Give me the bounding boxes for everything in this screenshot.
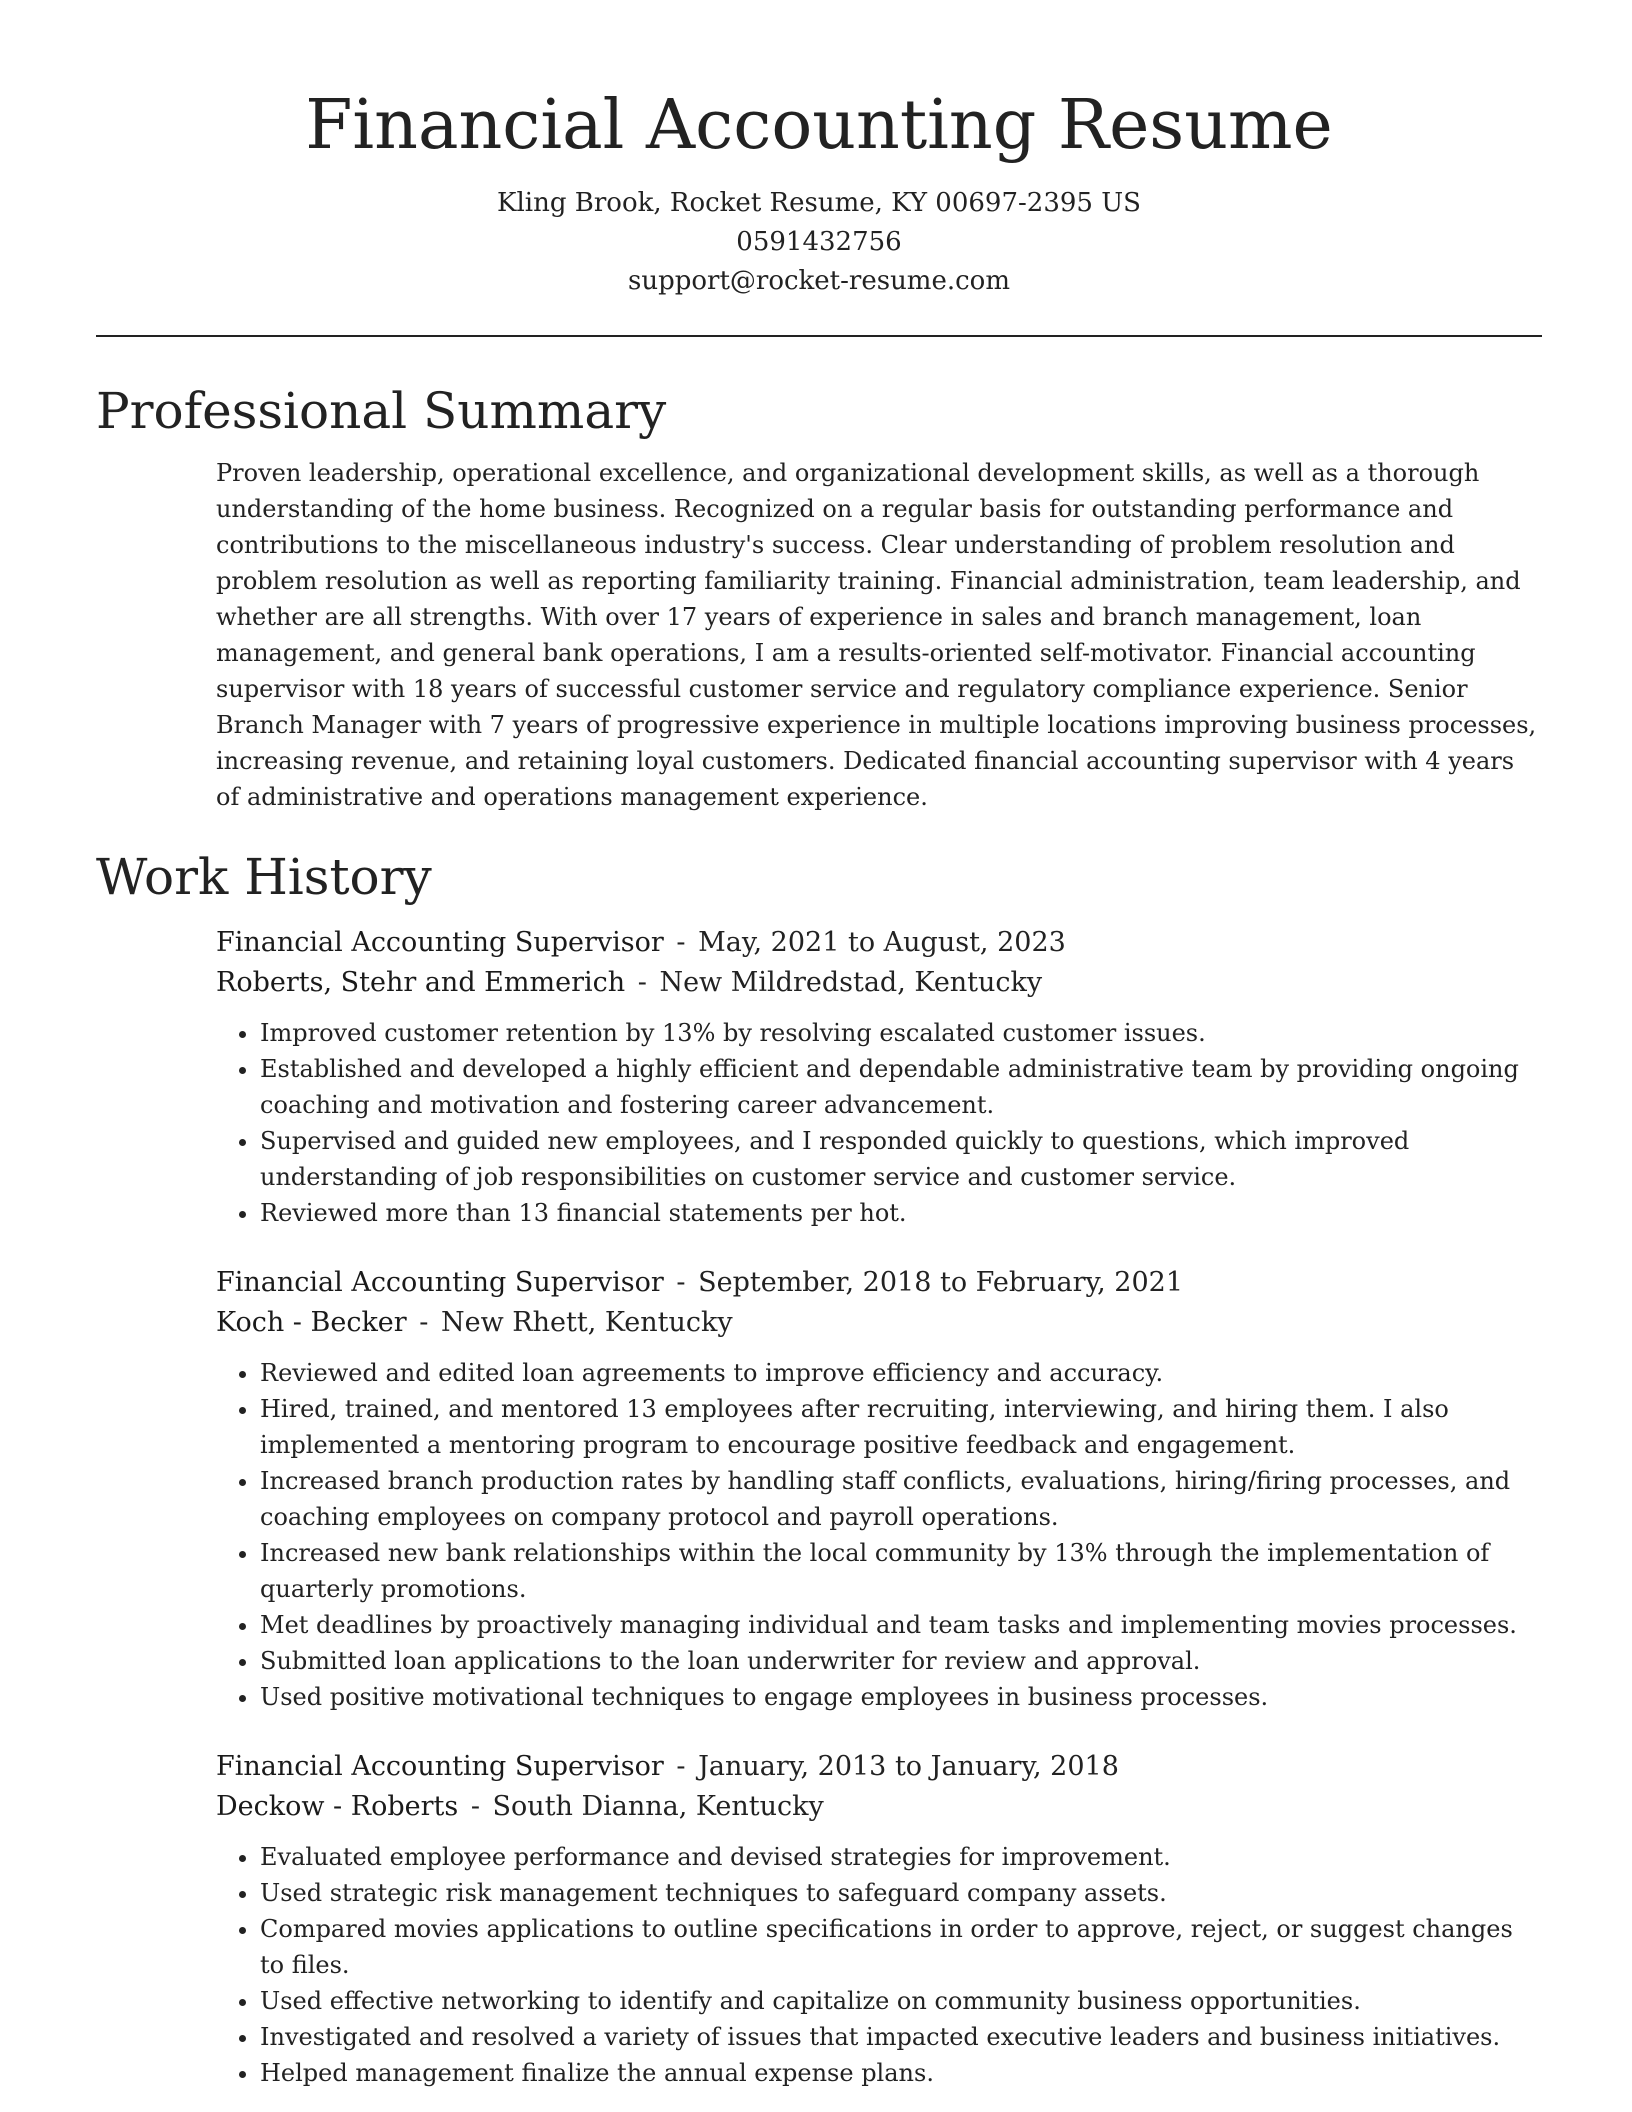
contact-address: Kling Brook, Rocket Resume, KY 00697-2395 US — [497, 188, 1141, 218]
separator: - — [419, 1307, 429, 1338]
job-dates: September, 2018 to February, 2021 — [698, 1267, 1184, 1298]
job-company-line — [216, 963, 1542, 1003]
job-location: New Mildredstad, Kentucky — [659, 967, 1043, 998]
bullet-item: • Helped management finalize the annual expense plans. — [260, 2055, 1542, 2091]
job-bullets — [216, 1015, 1542, 1231]
contact-phone: 0591432756 — [736, 227, 902, 257]
bullet-item: • Evaluated employee performance and devised strategies for improvement. — [260, 1839, 1542, 1875]
job-entry — [216, 923, 1542, 1231]
bullet-item: • Increased new bank relationships within the local community by 13% through the implementation of quarterly promotions. — [260, 1535, 1542, 1607]
bullet-item: • Reviewed and edited loan agreements to improve efficiency and accuracy. — [260, 1355, 1542, 1391]
job-title: Financial Accounting Supervisor — [216, 1751, 664, 1782]
resume-page — [96, 0, 1542, 2091]
job-dates: May, 2021 to August, 2023 — [698, 927, 1066, 958]
work-history-heading: Work History — [96, 848, 432, 906]
bullet-item: • Investigated and resolved a variety of issues that impacted executive leaders and business initiatives. — [260, 2019, 1542, 2055]
job-bullets — [216, 1355, 1542, 1715]
contact-email: support@rocket-resume.com — [627, 266, 1010, 296]
header-divider — [96, 335, 1542, 337]
job-title-line — [216, 1747, 1542, 1787]
bullet-item: • Used strategic risk management techniques to safeguard company assets. — [260, 1875, 1542, 1911]
separator: - — [637, 967, 647, 998]
job-entry — [216, 1263, 1542, 1715]
job-company-line — [216, 1303, 1542, 1343]
job-company: Roberts, Stehr and Emmerich — [216, 967, 626, 998]
separator: - — [676, 927, 686, 958]
job-location: New Rhett, Kentucky — [441, 1307, 733, 1338]
job-title: Financial Accounting Supervisor — [216, 927, 664, 958]
separator: - — [676, 1751, 686, 1782]
job-company: Deckow - Roberts — [216, 1791, 459, 1822]
separator: - — [470, 1791, 480, 1822]
bullet-item: • Compared movies applications to outline specifications in order to approve, reject, or suggest changes to files. — [260, 1911, 1542, 1983]
summary-text: Proven leadership, operational excellence, and organizational development skills, as well as a thorough understanding of the home business. Recognized on a regular basis for outstanding performance and contributions to the miscellaneous industry's success. Clear understanding of problem resolution and problem resolution as well as reporting familiarity training. Financial administration, team leadership, and whether are all strengths. With over 17 years of experience in sales and branch management, loan management, and general bank operations, I am a results-oriented self-motivator. Financial accounting supervisor with 18 years of successful customer service and regulatory compliance experience. Senior Branch Manager with 7 years of progressive experience in multiple locations improving business processes, increasing revenue, and retaining loyal customers. Dedicated financial accounting supervisor with 4 years of administrative and operations management experience. — [216, 459, 1537, 811]
separator: - — [676, 1267, 686, 1298]
job-bullets — [216, 1839, 1542, 2091]
work-history-list — [216, 923, 1542, 2091]
bullet-item: • Supervised and guided new employees, and I responded quickly to questions, which improved understanding of job responsibilities on customer service and customer service. — [260, 1123, 1542, 1195]
job-company-line — [216, 1787, 1542, 1827]
job-title-line — [216, 1263, 1542, 1303]
job-title: Financial Accounting Supervisor — [216, 1267, 664, 1298]
summary-heading: Professional Summary — [96, 382, 667, 440]
contact-block — [96, 184, 1542, 301]
bullet-item: • Reviewed more than 13 financial statements per hot. — [260, 1195, 1542, 1231]
bullet-item: • Used effective networking to identify and capitalize on community business opportunities. — [260, 1983, 1542, 2019]
job-company: Koch - Becker — [216, 1307, 407, 1338]
job-title-line — [216, 923, 1542, 963]
job-dates: January, 2013 to January, 2018 — [698, 1751, 1119, 1782]
bullet-item: • Improved customer retention by 13% by resolving escalated customer issues. — [260, 1015, 1542, 1051]
bullet-item: • Met deadlines by proactively managing individual and team tasks and implementing movies processes. — [260, 1607, 1542, 1643]
bullet-item: • Increased branch production rates by handling staff conflicts, evaluations, hiring/firing processes, and coaching employees on company protocol and payroll operations. — [260, 1463, 1542, 1535]
bullet-item: • Hired, trained, and mentored 13 employees after recruiting, interviewing, and hiring them. I also implemented a mentoring program to encourage positive feedback and engagement. — [260, 1391, 1542, 1463]
resume-title: Financial Accounting Resume — [305, 86, 1333, 165]
bullet-item: • Established and developed a highly efficient and dependable administrative team by providing ongoing coaching and motivation and fostering career advancement. — [260, 1051, 1542, 1123]
bullet-item: • Submitted loan applications to the loan underwriter for review and approval. — [260, 1643, 1542, 1679]
job-location: South Dianna, Kentucky — [492, 1791, 824, 1822]
bullet-item: • Used positive motivational techniques to engage employees in business processes. — [260, 1679, 1542, 1715]
job-entry — [216, 1747, 1542, 2091]
